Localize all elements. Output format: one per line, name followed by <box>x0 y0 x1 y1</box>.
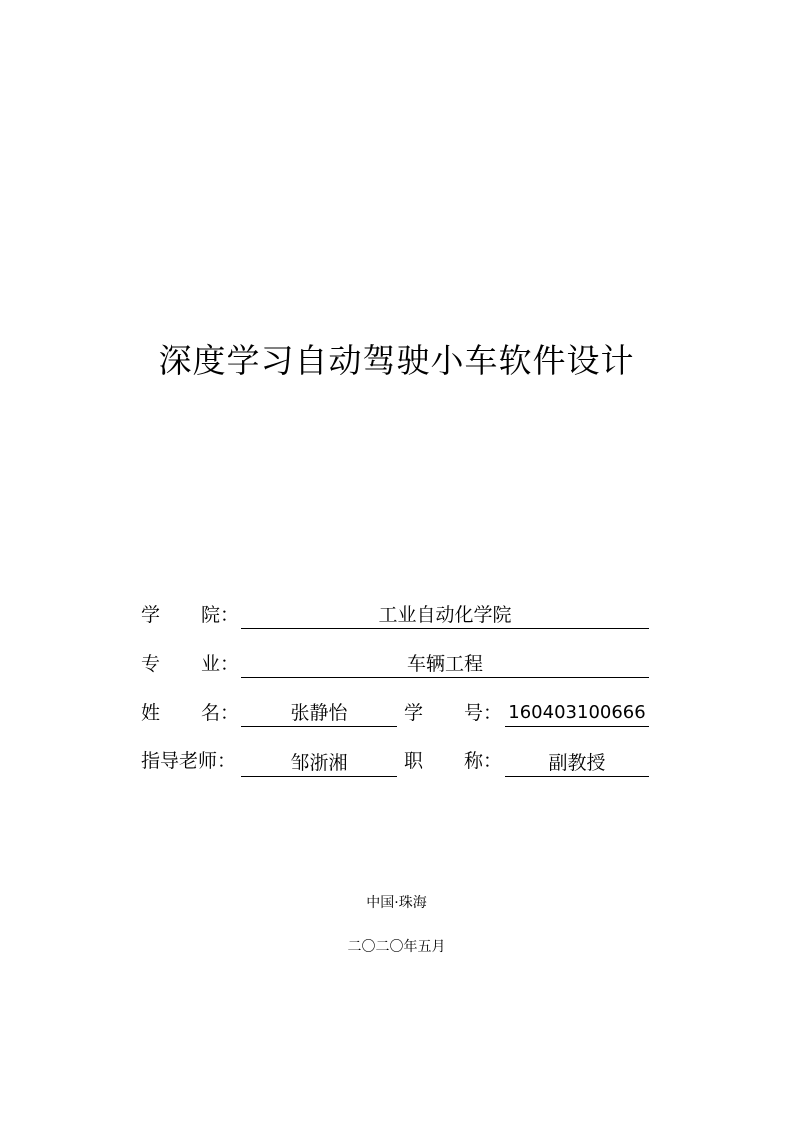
rank-label <box>404 748 503 774</box>
advisor-label: 指导老师： <box>141 750 237 772</box>
college-label-char-2: 院： <box>201 604 240 626</box>
place-line: 中国·珠海 <box>366 895 427 911</box>
college-label <box>141 602 240 628</box>
major-label <box>141 651 240 677</box>
student-id-label-char-2: 号： <box>464 702 503 724</box>
name-label <box>141 700 240 726</box>
advisor-field: 邹浙湘 <box>241 750 397 777</box>
thesis-title: 深度学习自动驾驶小车软件设计 <box>158 341 635 380</box>
rank-label-char-2: 称： <box>464 750 503 772</box>
student-id-label <box>404 700 503 726</box>
date-line: 二〇二〇年五月 <box>347 939 446 955</box>
major-label-char-1: 专 <box>141 653 161 675</box>
major-label-char-2: 业： <box>201 653 240 675</box>
name-label-char-1: 姓 <box>141 702 161 724</box>
rank-field: 副教授 <box>505 750 649 777</box>
student-id-label-char-1: 学 <box>404 702 424 724</box>
student-id-field: 160403100666 <box>505 700 649 727</box>
name-label-char-2: 名： <box>201 702 240 724</box>
rank-label-char-1: 职 <box>404 750 424 772</box>
college-label-char-1: 学 <box>141 604 161 626</box>
college-field: 工业自动化学院 <box>241 602 649 629</box>
name-field: 张静怡 <box>241 700 397 727</box>
major-field: 车辆工程 <box>241 651 649 678</box>
